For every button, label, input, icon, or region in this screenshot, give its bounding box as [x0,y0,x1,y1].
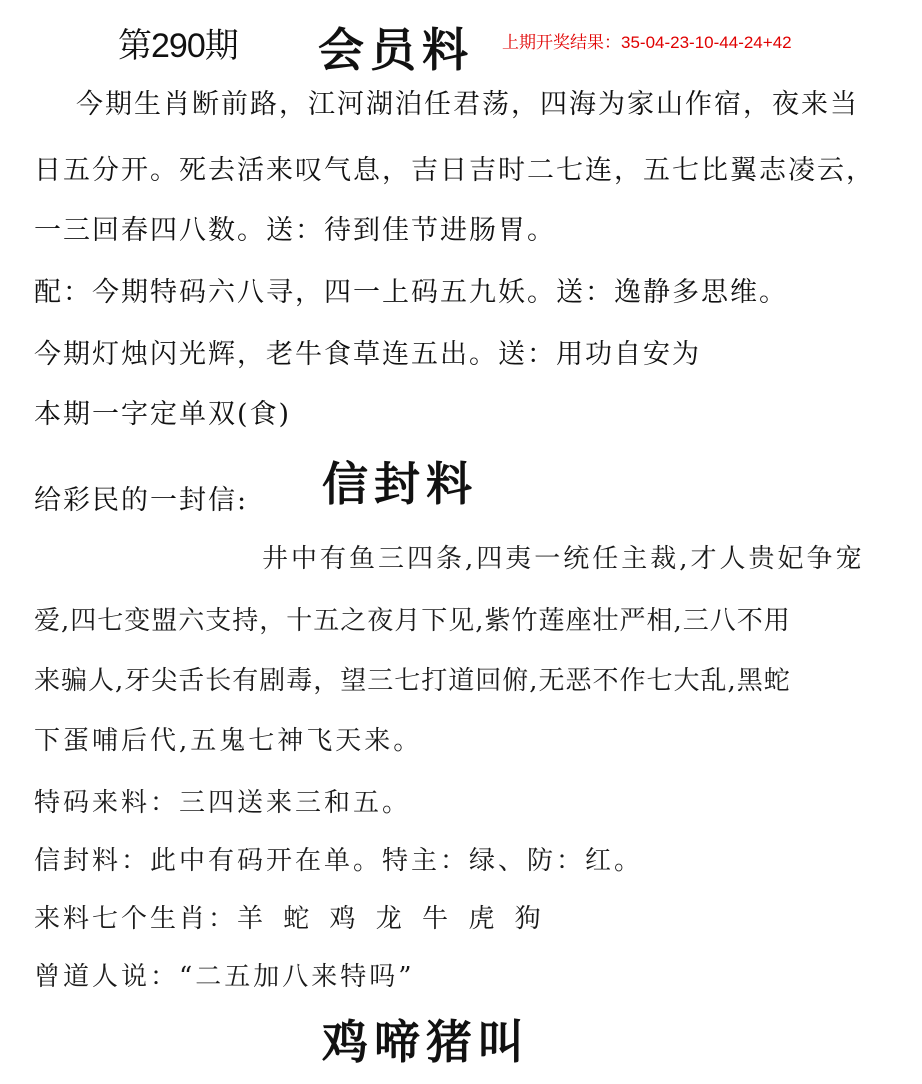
member-title: 会员料 [318,23,474,77]
member-line-4: 配：今期特码六八寻，四一上码五九妖。送：逸静多思维。 [34,277,788,308]
member-line-2: 日五分开。死去活来叹气息，吉日吉时二七连，五七比翼志凌云， [34,155,875,186]
footer-title: 鸡啼猪叫 [322,1015,530,1069]
letter-line-1: 井中有鱼三四条,四夷一统任主裁,才人贵妃争宠 [262,544,865,574]
zodiac-list: 来料七个生肖：羊 蛇 鸡 龙 牛 虎 狗 [34,904,544,934]
member-line-3: 一三回春四八数。送：待到佳节进肠胃。 [34,215,556,246]
letter-line-3: 来骗人,牙尖舌长有剧毒，望三七打道回俯,无恶不作七大乱,黑蛇 [34,666,791,696]
taoist-saying: 曾道人说：“二五加八来特吗” [34,962,415,992]
letter-line-4: 下蛋哺后代,五鬼七神飞天来。 [34,726,423,756]
letter-title: 信封料 [322,457,478,511]
letter-code: 信封料：此中有码开在单。特主：绿、防：红。 [34,846,644,876]
letter-line-2: 爱,四七变盟六支持，十五之夜月下见,紫竹莲座壮严相,三八不用 [34,606,791,636]
issue-number: 第290期 [118,27,238,65]
member-line-5: 今期灯烛闪光辉，老牛食草连五出。送：用功自安为 [34,339,701,370]
member-line-6: 本期一字定单双(食) [34,399,292,430]
letter-intro: 给彩民的一封信: [34,485,249,516]
special-code: 特码来料：三四送来三和五。 [34,788,412,818]
member-line-1: 今期生肖断前路，江河湖泊任君荡，四海为家山作宿，夜来当 [76,89,859,120]
last-draw-result: 上期开奖结果：35-04-23-10-44-24+42 [502,33,792,52]
